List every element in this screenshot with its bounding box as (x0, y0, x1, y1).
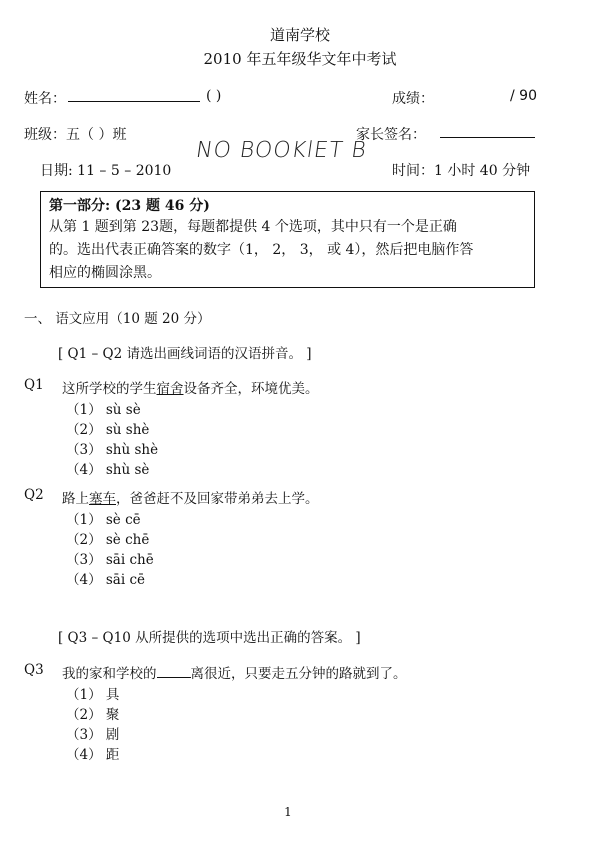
name-paren: ( ) (206, 88, 222, 104)
score-total: / 90 (510, 88, 537, 104)
page-number: 1 (284, 805, 292, 819)
option-1[interactable]: （1） 具 (66, 687, 120, 703)
fill-in-blank (157, 665, 191, 678)
instructions-box (40, 191, 535, 288)
handwritten-note: NO BOOKlET B (194, 138, 369, 163)
section-title: 一、 语文应用（10 题 20 分） (24, 311, 211, 327)
question-text: 我的家和学校的 离很近，只要走五分钟的路就到了。 (62, 666, 407, 682)
question-text: 路上塞车，爸爸赶不及回家带弟弟去上学。 (62, 491, 319, 507)
question-number: Q1 (24, 377, 44, 393)
option-4[interactable]: （4） 距 (66, 747, 120, 763)
instructions-line-1: 从第 1 题到第 23题，每题都提供 4 个选项，其中只有一个是正确 (49, 219, 457, 235)
name-blank[interactable] (68, 101, 200, 102)
exam-title: 2010 年五年级华文年中考试 (203, 50, 397, 68)
question-number: Q2 (24, 487, 44, 503)
exam-date: 日期: 11 – 5 – 2010 (40, 163, 172, 179)
instructions-line-3: 相应的椭圆涂黑。 (49, 265, 161, 281)
option-1[interactable]: （1） sè cē (66, 512, 141, 528)
option-2[interactable]: （2） 聚 (66, 707, 120, 723)
underlined-word: 宿舍 (156, 381, 184, 397)
instructions-heading: 第一部分: (23 题 46 分) (49, 198, 210, 214)
option-4[interactable]: （4） shù sè (66, 462, 150, 478)
exam-duration: 时间：1 小时 40 分钟 (392, 163, 531, 179)
option-3[interactable]: （3） shù shè (66, 442, 159, 458)
option-2[interactable]: （2） sù shè (66, 422, 150, 438)
name-label: 姓名： (24, 91, 66, 107)
option-2[interactable]: （2） sè chē (66, 532, 150, 548)
class-label: 班级：五（ ）班 (24, 127, 127, 143)
score-label: 成绩： (392, 91, 434, 107)
school-name: 道南学校 (269, 26, 330, 44)
question-text: 这所学校的学生宿舍设备齐全，环境优美。 (62, 381, 319, 397)
instruction-q1-q2: [ Q1 – Q2 请选出画线词语的汉语拼音。 ] (58, 346, 312, 362)
option-1[interactable]: （1） sù sè (66, 402, 141, 418)
instruction-q3-q10: [ Q3 – Q10 从所提供的选项中选出正确的答案。 ] (58, 630, 361, 646)
instructions-line-2: 的。选出代表正确答案的数字（1， 2， 3， 或 4），然后把电脑作答 (49, 242, 474, 258)
option-3[interactable]: （3） 剧 (66, 727, 120, 743)
parent-signature-label: 家长签名： (356, 127, 426, 143)
option-4[interactable]: （4） sāi cē (66, 572, 146, 588)
option-3[interactable]: （3） sāi chē (66, 552, 154, 568)
underlined-word: 塞车 (89, 491, 116, 507)
question-number: Q3 (24, 662, 44, 678)
parent-signature-blank[interactable] (440, 137, 535, 138)
